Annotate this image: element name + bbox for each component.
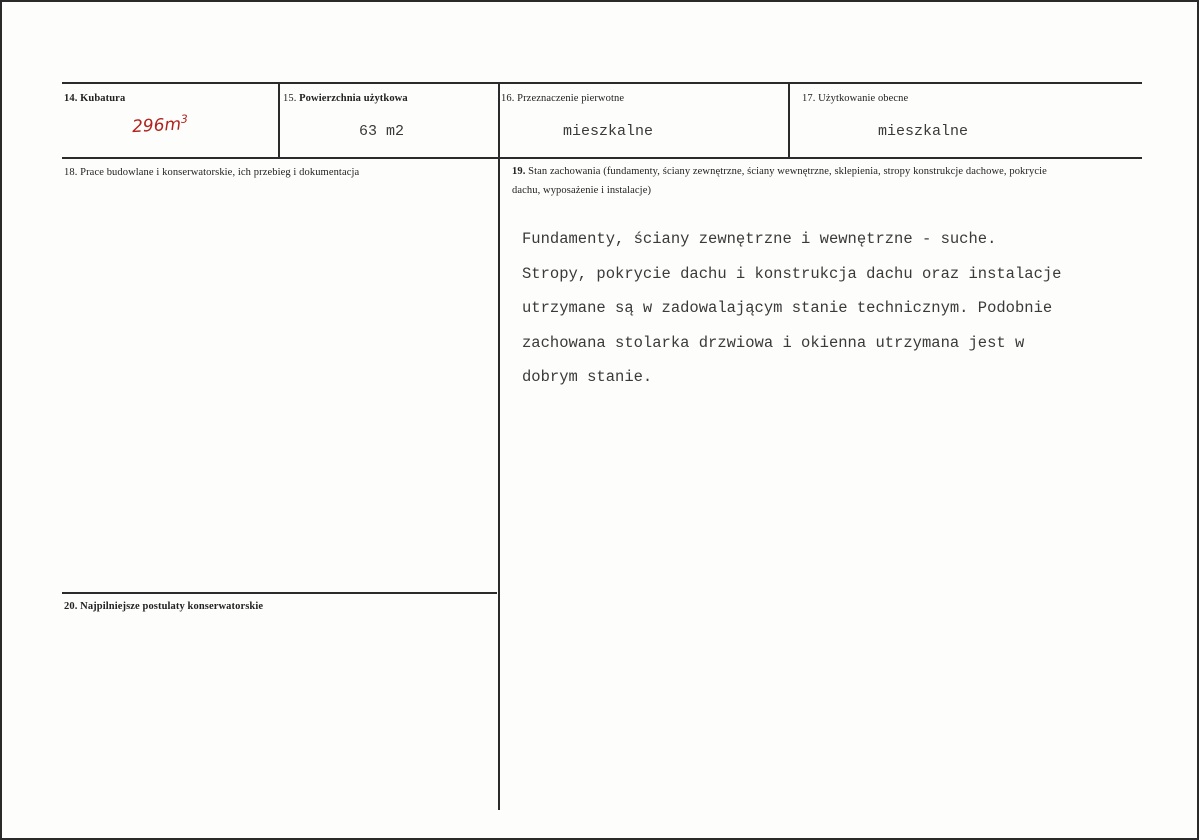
field-16-value: mieszkalne xyxy=(563,123,654,140)
field-18-label: 18. Prace budowlane i konserwatorskie, ich przebieg i dokumentacja xyxy=(64,167,360,178)
field-19-label-number: 19. xyxy=(512,166,526,177)
field-14-label: 14. Kubatura xyxy=(64,93,126,104)
field-19-line: Fundamenty, ściany zewnętrzne i wewnętrzne - suche. xyxy=(522,230,997,248)
field-15-value: 63 m2 xyxy=(359,123,405,140)
field-19-line: zachowana stolarka drzwiowa i okienna utrzymana jest w xyxy=(522,333,1025,352)
field-17-value: mieszkalne xyxy=(878,123,969,140)
main-column-divider xyxy=(498,82,500,810)
field-14-value-text: 296m xyxy=(131,114,182,138)
field-15-label-text: Powierzchnia użytkowa xyxy=(299,93,408,104)
field-19-label-text: Stan zachowania (fundamenty, ściany zewnętrzne, ściany wewnętrzne, sklepienia, stropy konstrukcje dachowe, pokrycie dachu, wyposażenie i instalacje) xyxy=(512,166,1047,196)
field-14-value xyxy=(131,113,188,138)
field-19-text xyxy=(522,222,1142,395)
divider-14-15 xyxy=(278,82,280,159)
field-16-label: 16. Przeznaczenie pierwotne xyxy=(501,93,625,104)
section-18-20-divider xyxy=(62,592,497,594)
field-15-label xyxy=(283,93,408,104)
top-rule xyxy=(62,82,1142,84)
divider-16-17 xyxy=(788,82,790,159)
field-19-label xyxy=(512,162,1072,200)
field-19-line: Stropy, pokrycie dachu i konstrukcja dachu oraz instalacje xyxy=(522,264,1062,283)
field-20-label: 20. Najpilniejsze postulaty konserwatorskie xyxy=(64,601,264,612)
header-bottom-rule xyxy=(62,157,1142,159)
field-19-line: dobrym stanie. xyxy=(522,368,653,386)
field-15-label-number: 15. xyxy=(283,93,297,104)
field-14-value-sup: 3 xyxy=(180,112,189,126)
field-19-line: utrzymane są w zadowalającym stanie technicznym. Podobnie xyxy=(522,299,1053,317)
field-17-label: 17. Użytkowanie obecne xyxy=(802,93,909,104)
